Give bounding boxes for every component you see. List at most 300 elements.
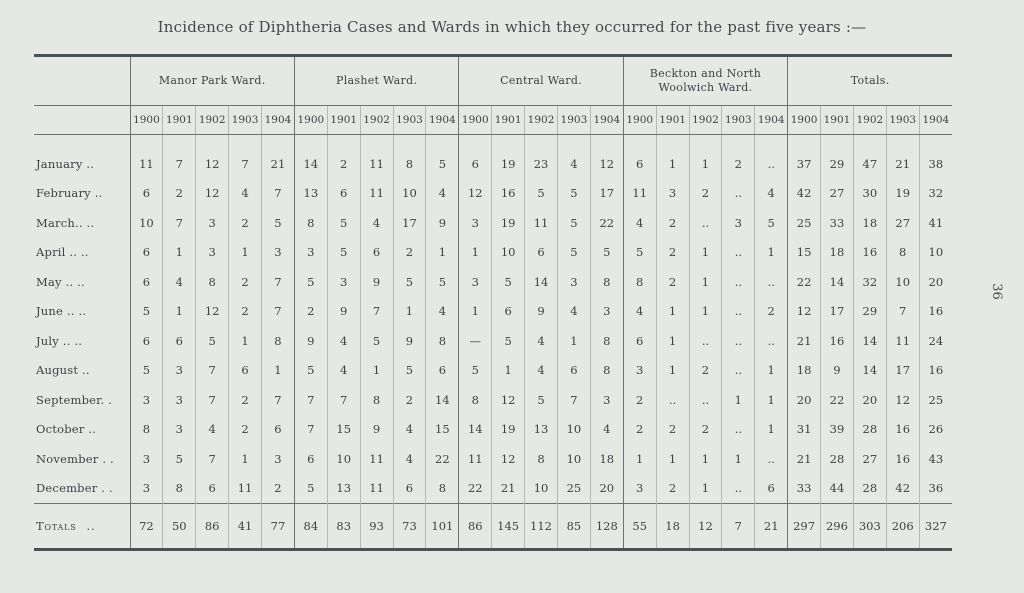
table-cell: 2 <box>689 179 722 209</box>
table-cell: .. <box>722 326 755 356</box>
table-cell: 5 <box>294 474 327 504</box>
table-cell: 1 <box>689 444 722 474</box>
table-cell: 6 <box>130 326 163 356</box>
table-cell: 2 <box>393 238 426 268</box>
year-header: 1902 <box>196 106 229 135</box>
ward-group-label: Beckton and North <box>649 67 762 80</box>
table-cell: 2 <box>327 149 360 179</box>
year-header: 1902 <box>853 106 886 135</box>
table-cell: 25 <box>919 385 952 415</box>
table-cell: 19 <box>886 179 919 209</box>
table-cell: 5 <box>459 356 492 386</box>
table-cell: 10 <box>886 267 919 297</box>
table-cell: 42 <box>886 474 919 504</box>
totals-cell: 50 <box>163 504 196 550</box>
table-cell: 20 <box>788 385 821 415</box>
table-cell: 4 <box>327 326 360 356</box>
table-cell: 13 <box>525 415 558 445</box>
table-cell: 6 <box>393 474 426 504</box>
table-cell: 1 <box>689 267 722 297</box>
table-cell: 16 <box>919 297 952 327</box>
table-cell: 1 <box>689 149 722 179</box>
year-header: 1903 <box>229 106 262 135</box>
table-cell: 31 <box>788 415 821 445</box>
table-cell: 1 <box>689 297 722 327</box>
table-cell: 1 <box>426 238 459 268</box>
table-cell: 16 <box>886 444 919 474</box>
table-cell: 1 <box>623 444 656 474</box>
ward-group-header <box>459 56 623 106</box>
month-label: December . . <box>34 474 130 504</box>
year-header: 1904 <box>426 106 459 135</box>
table-cell: 37 <box>788 149 821 179</box>
table-row <box>34 149 952 179</box>
table-cell: 2 <box>229 267 262 297</box>
table-cell: 5 <box>327 208 360 238</box>
table-cell: .. <box>689 385 722 415</box>
table-cell: 6 <box>557 356 590 386</box>
table-cell: 9 <box>360 415 393 445</box>
year-header: 1903 <box>886 106 919 135</box>
corner-cell <box>34 56 130 106</box>
table-cell: 44 <box>821 474 854 504</box>
table-cell: 29 <box>853 297 886 327</box>
table-cell: 29 <box>821 149 854 179</box>
table-cell: .. <box>722 297 755 327</box>
table-cell: 7 <box>229 149 262 179</box>
table-cell: 19 <box>492 149 525 179</box>
table-cell: 4 <box>755 179 788 209</box>
diphtheria-incidence-table <box>34 54 952 551</box>
year-header: 1903 <box>722 106 755 135</box>
table-cell: 5 <box>590 238 623 268</box>
month-label: January .. <box>34 149 130 179</box>
table-cell: 6 <box>294 444 327 474</box>
table-cell: 41 <box>919 208 952 238</box>
table-cell: 6 <box>130 179 163 209</box>
table-cell: 5 <box>163 444 196 474</box>
table-cell: 4 <box>360 208 393 238</box>
table-cell: 5 <box>755 208 788 238</box>
table-cell: 21 <box>886 149 919 179</box>
table-cell: 6 <box>492 297 525 327</box>
table-cell: 32 <box>853 267 886 297</box>
table-cell: 14 <box>525 267 558 297</box>
year-header: 1900 <box>459 106 492 135</box>
table-cell: .. <box>689 208 722 238</box>
table-cell: 2 <box>229 385 262 415</box>
table-cell: 17 <box>821 297 854 327</box>
table-cell: 7 <box>196 356 229 386</box>
totals-cell: 41 <box>229 504 262 550</box>
table-cell: 3 <box>196 208 229 238</box>
table-cell: 11 <box>360 444 393 474</box>
table-cell: 2 <box>689 415 722 445</box>
table-cell: 22 <box>590 208 623 238</box>
table-cell: .. <box>656 385 689 415</box>
year-header: 1902 <box>360 106 393 135</box>
year-header: 1902 <box>525 106 558 135</box>
table-cell: 12 <box>492 444 525 474</box>
totals-cell: 327 <box>919 504 952 550</box>
table-row <box>34 385 952 415</box>
table-cell: 1 <box>689 474 722 504</box>
table-cell: 27 <box>886 208 919 238</box>
table-cell: 25 <box>557 474 590 504</box>
table-cell: 5 <box>525 179 558 209</box>
table-cell: 1 <box>755 238 788 268</box>
table-cell: 2 <box>229 208 262 238</box>
table-cell: 6 <box>229 356 262 386</box>
table-cell: 8 <box>590 356 623 386</box>
table-cell: 33 <box>788 474 821 504</box>
totals-cell: 84 <box>294 504 327 550</box>
table-cell: 14 <box>821 267 854 297</box>
table-cell: 4 <box>623 208 656 238</box>
ward-group-label: Plashet Ward. <box>336 74 418 87</box>
table-cell: 5 <box>393 356 426 386</box>
table-cell: 18 <box>590 444 623 474</box>
table-cell: 5 <box>327 238 360 268</box>
table-cell: 38 <box>919 149 952 179</box>
table-cell: 27 <box>853 444 886 474</box>
table-cell: 1 <box>262 356 295 386</box>
table-cell: 6 <box>525 238 558 268</box>
table-cell: 7 <box>557 385 590 415</box>
table-cell: 8 <box>393 149 426 179</box>
table-cell: 7 <box>196 385 229 415</box>
table-cell: 6 <box>327 179 360 209</box>
table-cell: 11 <box>623 179 656 209</box>
table-cell: 5 <box>492 326 525 356</box>
table-cell: 5 <box>492 267 525 297</box>
table-cell: 6 <box>623 326 656 356</box>
table-cell: 2 <box>656 238 689 268</box>
table-cell: 6 <box>459 149 492 179</box>
totals-cell: 77 <box>262 504 295 550</box>
table-cell: 1 <box>492 356 525 386</box>
totals-cell: 297 <box>788 504 821 550</box>
table-title: Incidence of Diphtheria Cases and Wards in which they occurred for the past five years :— <box>157 18 867 36</box>
year-header: 1904 <box>590 106 623 135</box>
table-cell: 42 <box>788 179 821 209</box>
table-cell: .. <box>755 149 788 179</box>
table-cell: 3 <box>590 385 623 415</box>
table-cell: 2 <box>656 415 689 445</box>
month-label: July .. .. <box>34 326 130 356</box>
table-cell: 3 <box>590 297 623 327</box>
table-cell: 1 <box>229 326 262 356</box>
table-cell: 16 <box>886 415 919 445</box>
table-cell: 8 <box>196 267 229 297</box>
table-cell: 5 <box>360 326 393 356</box>
table-cell: 1 <box>656 297 689 327</box>
year-header: 1901 <box>656 106 689 135</box>
table-cell: 8 <box>130 415 163 445</box>
table-cell: 4 <box>196 415 229 445</box>
totals-cell: 12 <box>689 504 722 550</box>
table-row <box>34 267 952 297</box>
totals-leader: .. <box>86 519 96 533</box>
ward-header-row <box>34 56 952 106</box>
table-cell: 12 <box>590 149 623 179</box>
table-cell: 36 <box>919 474 952 504</box>
totals-cell: 55 <box>623 504 656 550</box>
table-cell: 30 <box>853 179 886 209</box>
table-cell: 7 <box>327 385 360 415</box>
table-cell: 3 <box>163 385 196 415</box>
table-cell: 15 <box>788 238 821 268</box>
year-header: 1900 <box>294 106 327 135</box>
month-label: August .. <box>34 356 130 386</box>
table-cell: 9 <box>525 297 558 327</box>
table-cell: 6 <box>130 238 163 268</box>
table-cell: 6 <box>196 474 229 504</box>
table-cell: .. <box>722 267 755 297</box>
table-cell: 7 <box>886 297 919 327</box>
ward-group-label: Manor Park Ward. <box>158 74 266 87</box>
table-cell: 33 <box>821 208 854 238</box>
table-cell: 1 <box>163 297 196 327</box>
table-cell: 2 <box>163 179 196 209</box>
table-cell: .. <box>722 474 755 504</box>
table-cell: 11 <box>886 326 919 356</box>
table-cell: 8 <box>426 326 459 356</box>
totals-cell: 86 <box>459 504 492 550</box>
table-cell: — <box>459 326 492 356</box>
table-cell: 16 <box>919 356 952 386</box>
month-label: April .. .. <box>34 238 130 268</box>
table-cell: .. <box>755 444 788 474</box>
table-cell: 12 <box>196 179 229 209</box>
table-row <box>34 297 952 327</box>
table-cell: 20 <box>919 267 952 297</box>
table-cell: 1 <box>656 356 689 386</box>
table-cell: 17 <box>393 208 426 238</box>
table-cell: 3 <box>623 474 656 504</box>
table-cell: 2 <box>689 356 722 386</box>
table-cell: 4 <box>229 179 262 209</box>
table-cell: 1 <box>163 238 196 268</box>
table-cell: 7 <box>294 415 327 445</box>
table-cell: 5 <box>557 179 590 209</box>
totals-cell: 206 <box>886 504 919 550</box>
totals-cell: 7 <box>722 504 755 550</box>
table-cell: 22 <box>426 444 459 474</box>
month-label: February .. <box>34 179 130 209</box>
table-cell: 11 <box>360 474 393 504</box>
table-cell: 6 <box>262 415 295 445</box>
table-cell: 8 <box>525 444 558 474</box>
table-row <box>34 444 952 474</box>
table-cell: 19 <box>492 415 525 445</box>
table-cell: 12 <box>459 179 492 209</box>
table-row <box>34 415 952 445</box>
table-cell: 14 <box>853 326 886 356</box>
table-cell: 1 <box>393 297 426 327</box>
table-cell: 28 <box>853 415 886 445</box>
table-cell: 10 <box>327 444 360 474</box>
table-cell: 10 <box>492 238 525 268</box>
table-row <box>34 326 952 356</box>
table-cell: 8 <box>623 267 656 297</box>
table-cell: 43 <box>919 444 952 474</box>
table-cell: 3 <box>327 267 360 297</box>
table-cell: 5 <box>130 356 163 386</box>
totals-cell: 83 <box>327 504 360 550</box>
table-cell: 7 <box>262 297 295 327</box>
table-cell: 8 <box>590 326 623 356</box>
table-cell: 6 <box>426 356 459 386</box>
year-header: 1900 <box>130 106 163 135</box>
table-cell: 5 <box>294 267 327 297</box>
table-cell: 13 <box>327 474 360 504</box>
table-cell: 3 <box>722 208 755 238</box>
table-cell: 12 <box>196 149 229 179</box>
table-cell: .. <box>755 326 788 356</box>
table-cell: 1 <box>755 385 788 415</box>
table-cell: 5 <box>393 267 426 297</box>
table-cell: 3 <box>262 444 295 474</box>
table-cell: 6 <box>130 267 163 297</box>
table-cell: 23 <box>525 149 558 179</box>
table-cell: 26 <box>919 415 952 445</box>
table-cell: 8 <box>262 326 295 356</box>
table-cell: 3 <box>459 208 492 238</box>
table-cell: 4 <box>590 415 623 445</box>
ward-group-header <box>623 56 787 106</box>
year-header: 1903 <box>557 106 590 135</box>
table-cell: 6 <box>163 326 196 356</box>
table-cell: 14 <box>459 415 492 445</box>
table-cell: 10 <box>919 238 952 268</box>
totals-cell: 73 <box>393 504 426 550</box>
year-header: 1901 <box>327 106 360 135</box>
table-cell: 3 <box>130 444 163 474</box>
table-cell: .. <box>722 356 755 386</box>
table-cell: 4 <box>426 179 459 209</box>
year-header: 1903 <box>393 106 426 135</box>
year-header: 1901 <box>163 106 196 135</box>
table-cell: 9 <box>393 326 426 356</box>
year-header: 1901 <box>492 106 525 135</box>
ward-group-header <box>130 56 294 106</box>
totals-cell: 296 <box>821 504 854 550</box>
table-cell: 1 <box>656 444 689 474</box>
table-cell: 5 <box>557 208 590 238</box>
ward-group-header <box>788 56 952 106</box>
table-cell: 15 <box>426 415 459 445</box>
table-cell: 2 <box>656 267 689 297</box>
table-cell: 10 <box>557 444 590 474</box>
table-cell: 1 <box>459 238 492 268</box>
totals-label: Totals <box>36 519 77 533</box>
table-cell: 3 <box>262 238 295 268</box>
spacer-row <box>34 135 952 150</box>
table-cell: 1 <box>755 356 788 386</box>
table-row <box>34 238 952 268</box>
table-cell: 5 <box>426 267 459 297</box>
table-cell: 2 <box>229 415 262 445</box>
table-cell: 7 <box>196 444 229 474</box>
table-cell: 11 <box>229 474 262 504</box>
table-cell: 8 <box>590 267 623 297</box>
table-cell: 5 <box>426 149 459 179</box>
table-cell: 3 <box>130 385 163 415</box>
table-cell: 2 <box>623 415 656 445</box>
table-cell: 11 <box>525 208 558 238</box>
table-cell: 25 <box>788 208 821 238</box>
table-cell: .. <box>722 415 755 445</box>
table-cell: 22 <box>821 385 854 415</box>
table-cell: 1 <box>557 326 590 356</box>
table-cell: 5 <box>196 326 229 356</box>
table-cell: 12 <box>492 385 525 415</box>
table-cell: 21 <box>262 149 295 179</box>
table-cell: 14 <box>426 385 459 415</box>
totals-cell: 145 <box>492 504 525 550</box>
totals-cell: 85 <box>557 504 590 550</box>
table-cell: 8 <box>426 474 459 504</box>
table-cell: 16 <box>821 326 854 356</box>
month-label: June .. .. <box>34 297 130 327</box>
year-header-row <box>34 106 952 135</box>
year-header: 1900 <box>623 106 656 135</box>
table-cell: 21 <box>788 326 821 356</box>
ward-group-label: Central Ward. <box>500 74 582 87</box>
table-cell: 32 <box>919 179 952 209</box>
table-cell: 2 <box>656 474 689 504</box>
totals-label-cell <box>34 504 130 550</box>
table-cell: 27 <box>821 179 854 209</box>
table-cell: 16 <box>853 238 886 268</box>
table-cell: 4 <box>557 297 590 327</box>
table-cell: 9 <box>426 208 459 238</box>
table-cell: 4 <box>393 444 426 474</box>
table-cell: .. <box>722 238 755 268</box>
table-cell: 22 <box>788 267 821 297</box>
table-cell: 2 <box>294 297 327 327</box>
table-cell: .. <box>755 267 788 297</box>
month-label: September. . <box>34 385 130 415</box>
totals-cell: 72 <box>130 504 163 550</box>
table-cell: 1 <box>689 238 722 268</box>
totals-cell: 303 <box>853 504 886 550</box>
table-cell: 22 <box>459 474 492 504</box>
table-cell: 9 <box>360 267 393 297</box>
totals-cell: 18 <box>656 504 689 550</box>
table-cell: 18 <box>788 356 821 386</box>
table-cell: 7 <box>262 385 295 415</box>
table-cell: 7 <box>262 267 295 297</box>
table-cell: 3 <box>459 267 492 297</box>
table-cell: 10 <box>557 415 590 445</box>
table-cell: 11 <box>360 149 393 179</box>
year-header: 1904 <box>755 106 788 135</box>
table-cell: 12 <box>788 297 821 327</box>
table-cell: 5 <box>262 208 295 238</box>
table-cell: 6 <box>623 149 656 179</box>
table-cell: 20 <box>590 474 623 504</box>
month-label: May .. .. <box>34 267 130 297</box>
table-cell: 7 <box>262 179 295 209</box>
table-row <box>34 474 952 504</box>
table-cell: 21 <box>788 444 821 474</box>
table-cell: 4 <box>525 326 558 356</box>
table-cell: 7 <box>163 208 196 238</box>
table-cell: 9 <box>327 297 360 327</box>
table-cell: 3 <box>196 238 229 268</box>
